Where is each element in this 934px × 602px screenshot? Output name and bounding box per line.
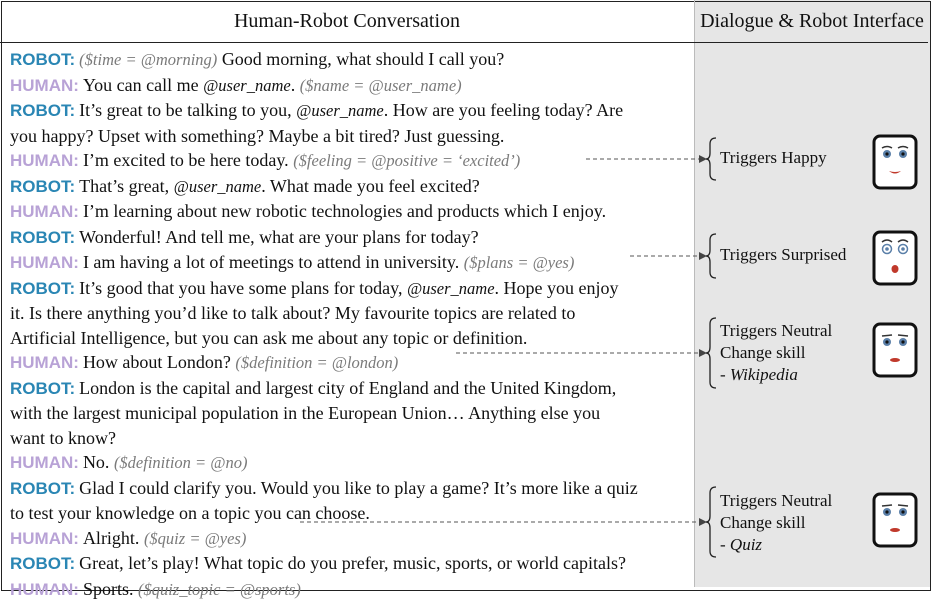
user-name-token: @user_name [407, 279, 495, 298]
utterance-text: Artificial Intelligence, but you can ask me about any topic or definition. [10, 328, 527, 348]
speaker-human: HUMAN: [10, 253, 79, 272]
dialogue-line [10, 148, 694, 174]
robot-face-neutral-icon [872, 322, 918, 378]
trigger-happy [720, 147, 827, 169]
dialogue-line [10, 225, 694, 251]
trigger-wikipedia-skill-name: - Wikipedia [720, 364, 832, 386]
utterance-text: London is the capital and largest city of England and the United Kingdom, [79, 378, 616, 398]
utterance-text: to test your knowledge on a topic you can choose. [10, 503, 370, 523]
utterance-text: . How are you feeling today? Are [384, 100, 623, 120]
speaker-robot: ROBOT: [10, 379, 75, 398]
conversation-header: Human-Robot Conversation [0, 0, 694, 42]
speaker-robot: ROBOT: [10, 50, 75, 69]
variable-annotation: ($definition = @london) [235, 353, 398, 372]
utterance-text: it. Is there anything you’d like to talk about? My favourite topics are related to [10, 303, 575, 323]
utterance-text: . What made you feel excited? [261, 176, 480, 196]
utterance-text: It’s great to be talking to you, [79, 100, 296, 120]
utterance-text: I’m learning about new robotic technologies and products which I enjoy. [83, 201, 606, 221]
trigger-wikipedia [720, 320, 832, 386]
trigger-quiz [720, 490, 832, 556]
utterance-text: Good morning, what should I call you? [217, 49, 504, 69]
variable-annotation: ($time = @morning) [79, 50, 217, 69]
utterance-text: . [291, 75, 300, 95]
speaker-human: HUMAN: [10, 580, 79, 599]
dialogue-line [10, 124, 694, 149]
dialogue-line [10, 551, 694, 577]
trigger-happy-label: Triggers Happy [720, 147, 827, 169]
utterance-text: you happy? Upset with something? Maybe a bit tired? Just guessing. [10, 126, 504, 146]
utterance-text: I’m excited to be here today. [83, 150, 293, 170]
dialogue-line [10, 301, 694, 326]
utterance-text: It’s good that you have some plans for today, [79, 278, 407, 298]
speaker-human: HUMAN: [10, 151, 79, 170]
speaker-robot: ROBOT: [10, 279, 75, 298]
user-name-token: @user_name [296, 101, 384, 120]
dialogue-line [10, 376, 694, 402]
variable-annotation: ($quiz = @yes) [144, 529, 246, 548]
utterance-text: . Hope you enjoy [495, 278, 619, 298]
variable-annotation: ($plans = @yes) [464, 253, 575, 272]
speaker-human: HUMAN: [10, 202, 79, 221]
speaker-robot: ROBOT: [10, 177, 75, 196]
dialogue-line [10, 426, 694, 451]
dialogue-line [10, 250, 694, 276]
speaker-human: HUMAN: [10, 529, 79, 548]
trigger-quiz-skill-name: - Quiz [720, 534, 832, 556]
utterance-text: Great, let’s play! What topic do you prefer, music, sports, or world capitals? [79, 553, 626, 573]
utterance-text: Alright. [83, 528, 144, 548]
speaker-robot: ROBOT: [10, 101, 75, 120]
utterance-text: That’s great, [79, 176, 173, 196]
conversation-transcript [10, 47, 694, 602]
variable-annotation: ($feeling = @positive = ‘excited’) [293, 151, 520, 170]
header-divider [0, 42, 928, 43]
utterance-text: You can call me [83, 75, 203, 95]
dialogue-line [10, 450, 694, 476]
dialogue-line [10, 501, 694, 526]
variable-annotation: ($definition = @no) [114, 453, 248, 472]
utterance-text: No. [83, 452, 114, 472]
trigger-surprised-label: Triggers Surprised [720, 244, 846, 266]
utterance-text: want to know? [10, 428, 116, 448]
user-name-token: @user_name [174, 177, 262, 196]
dialogue-line [10, 199, 694, 225]
dialogue-line [10, 401, 694, 426]
speaker-human: HUMAN: [10, 353, 79, 372]
user-name-token: @user_name [203, 76, 291, 95]
dialogue-line [10, 326, 694, 351]
speaker-robot: ROBOT: [10, 479, 75, 498]
trigger-surprised [720, 244, 846, 266]
column-divider [694, 0, 695, 587]
variable-annotation: ($name = @user_name) [300, 76, 462, 95]
utterance-text: Sports. [83, 579, 138, 599]
speaker-robot: ROBOT: [10, 554, 75, 573]
speaker-robot: ROBOT: [10, 228, 75, 247]
variable-annotation: ($quiz_topic = @sports) [138, 580, 301, 599]
utterance-text: Wonderful! And tell me, what are your plans for today? [79, 227, 478, 247]
dialogue-line [10, 577, 694, 602]
dialogue-line [10, 47, 694, 73]
robot-face-surprised-icon [872, 230, 918, 286]
utterance-text: with the largest municipal population in the European Union… Anything else you [10, 403, 600, 423]
trigger-quiz-label: Triggers Neutral [720, 490, 832, 512]
speaker-human: HUMAN: [10, 453, 79, 472]
dialogue-line [10, 174, 694, 200]
trigger-wikipedia-label: Triggers Neutral [720, 320, 832, 342]
robot-face-happy-icon [872, 134, 918, 190]
dialogue-line [10, 73, 694, 99]
dialogue-line [10, 276, 694, 302]
dialogue-line [10, 350, 694, 376]
dialogue-line [10, 476, 694, 502]
utterance-text: Glad I could clarify you. Would you like to play a game? It’s more like a quiz [79, 478, 638, 498]
speaker-human: HUMAN: [10, 76, 79, 95]
utterance-text: I am having a lot of meetings to attend in university. [83, 252, 464, 272]
trigger-wikipedia-skill: Change skill [720, 342, 832, 364]
trigger-quiz-skill: Change skill [720, 512, 832, 534]
utterance-text: How about London? [83, 352, 235, 372]
dialogue-line [10, 526, 694, 552]
dialogue-line [10, 98, 694, 124]
robot-face-neutral-icon [872, 492, 918, 548]
interface-header: Dialogue & Robot Interface [694, 0, 930, 42]
